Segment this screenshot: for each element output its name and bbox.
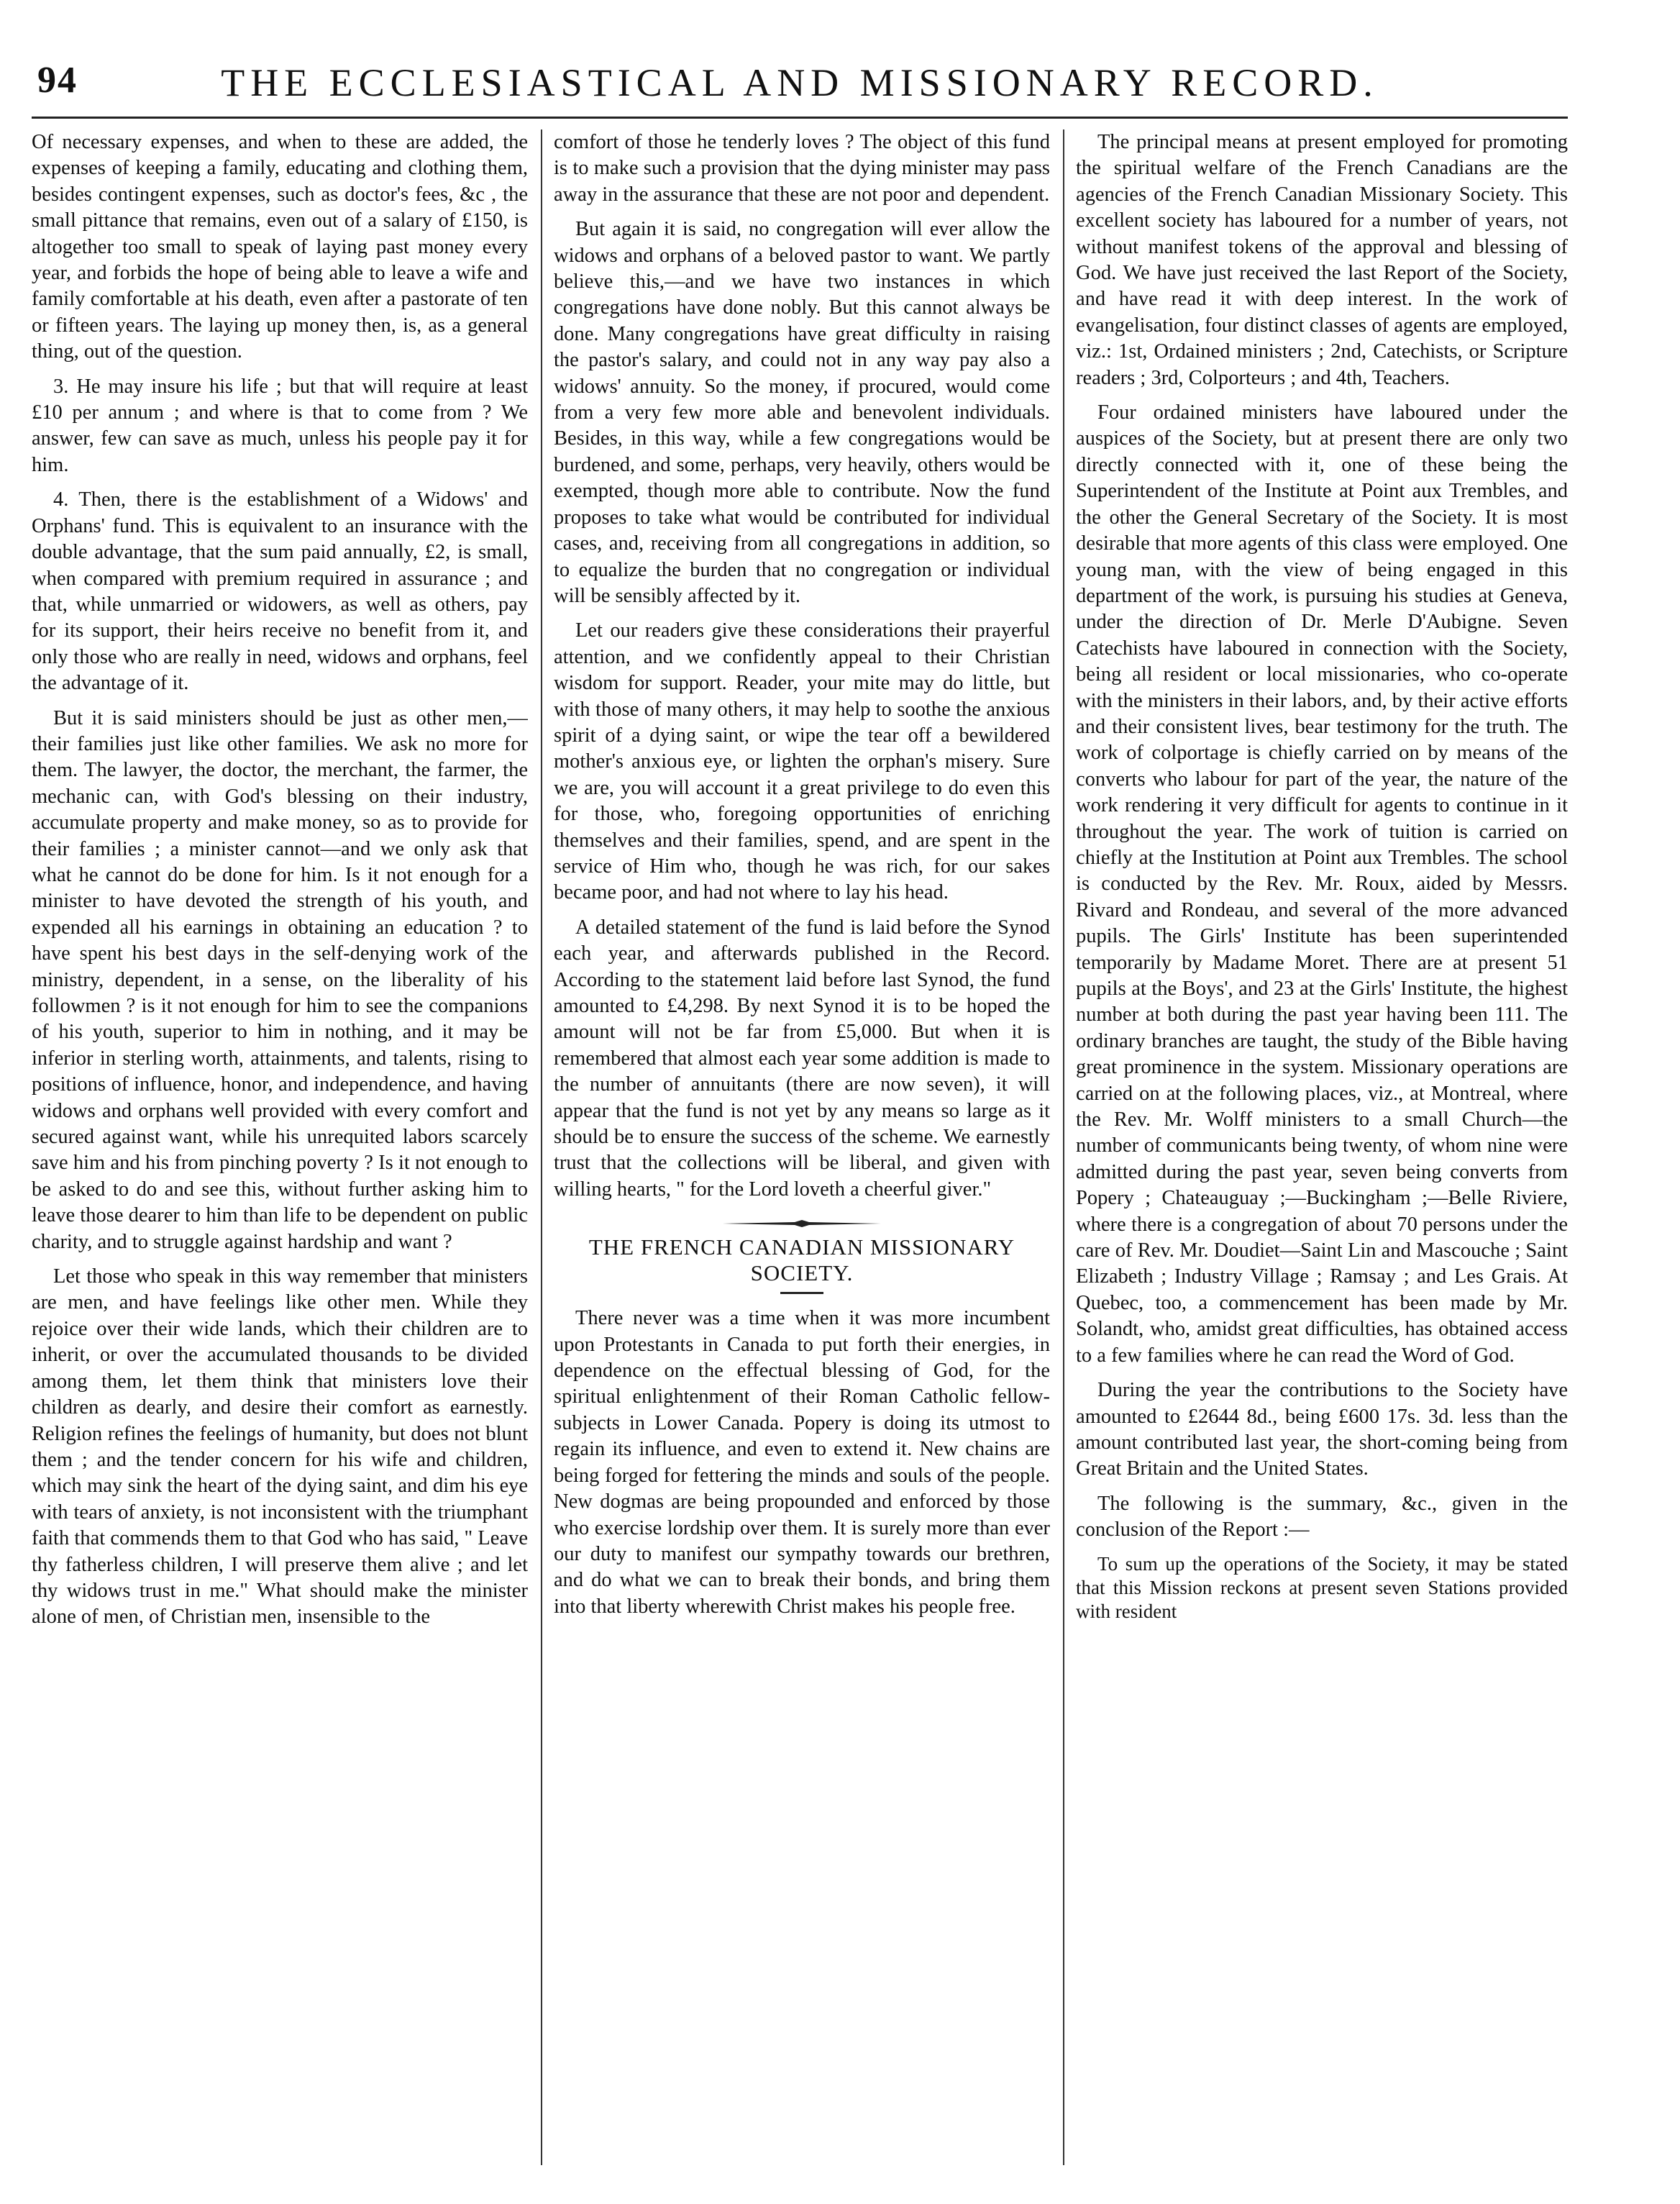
paragraph: There never was a time when it was more incumbent upon Protestants in Canada to put forth their energies, in dependence on the effectual blessing of God, for the spiritual enlightenment of their Roman Catholic fellow-subjects in Lower Canada. Popery is doing its utmost to regain its influence, and even to extend it. New chains are being forged for fettering the minds and souls of the people. New dogmas are being propounded and enforced by those who exercise lordship over them. It is surely more than ever our duty to manifest our sympathy towards our brethren, and do what we can to break their bonds, and bring them into that liberty wherewith Christ makes his people free. bbox=[554, 1307, 1050, 1618]
article-columns bbox=[32, 129, 1568, 2165]
paragraph: During the year the contributions to the Society have amounted to £2644 8d., being £600 17s. 3d. less than the amount contributed last year, the short-coming being from Great Britain and the United States. bbox=[1076, 1379, 1568, 1480]
ornament-divider bbox=[723, 1219, 881, 1229]
running-title: THE ECCLESIASTICAL AND MISSIONARY RECORD. bbox=[221, 61, 1379, 104]
page-number: 94 bbox=[37, 60, 78, 101]
paragraph: But it is said ministers should be just as other men,—their families just like other families. We ask no more for them. The lawyer, the doctor, the merchant, the farmer, the mechanic can, with God's blessing on their industry, accumulate property and make money, so as to provide for their families ; a minister cannot—and we only ask that what he cannot do be done for him. Is it not enough for a minister to have devoted the strength of his youth, and expended all his earnings in obtaining an education ? to have spent his best days in the self-denying work of the ministry, dependent, in a sense, on the liberality of his followmen ? is it not enough for him to see the companions of his youth, superior to him in nothing, and it may be inferior in sterling worth, attainments, and talents, rising to positions of influence, honor, and independence, and having widows and orphans well provided with every comfort and secured against want, while his unrequited labors scarcely save him and his from pinching poverty ? Is it not enough to be asked to do and see this, without further asking him to leave those dearer to him than life to be dependent on public charity, and to struggle against hardship and want ? bbox=[32, 706, 528, 1253]
column-left bbox=[32, 129, 528, 2165]
journal-page bbox=[32, 45, 1568, 2174]
paragraph: Of necessary expenses, and when to these are added, the expenses of keeping a family, educating and clothing them, besides contingent expenses, such as doctor's fees, &c , the small pittance that remains, even out of a salary of £150, is altogether too small to speak of laying past money every year, and forbids the hope of being able to leave a wife and family comfortable at his death, even after a pastorate of ten or fifteen years. The laying up money then, is, as a general thing, out of the question. bbox=[32, 131, 528, 363]
paragraph: Four ordained ministers have laboured under the auspices of the Society, but at present there are only two directly connected with it, one of these being the Superintendent of the Institute at Point aux Trembles, and the other the General Secretary of the Society. It is most desirable that more agents of this class were employed. One young man, with the view of being engaged in this department of the work, is pursuing his studies at Geneva, under the direction of Dr. Merle D'Aubigne. Seven Catechists have laboured in connection with the Society, being all resident or local missionaries, who co-operate with the ministers in their labors, and, by their active efforts and their consistent lives, bear testimony for the truth. The work of colportage is chiefly carried on by means of the converts who labour for part of the year, the nature of the work rendering it very difficult for agents to continue in it throughout the year. The work of tuition is carried on chiefly at the Institution at Point aux Trembles. The school is conducted by the Rev. Mr. Roux, aided by Messrs. Rivard and Rondeau, and several of the more advanced pupils. The Girls' Institute has been superintended temporarily by Madame Moret. There are at present 51 pupils at the Boys', and 23 at the Girls' Institute, the highest number at both during the past year having been 111. The ordinary branches are taught, the study of the Bible having great prominence in the system. Missionary operations are carried on at the following places, viz., at Montreal, where the Rev. Mr. Wolff ministers to a small Church—the number of communicants being twenty, of whom nine were admitted during the past year, seven being converts from Popery ; Chateauguay ;—Buckingham ;—Belle Riviere, where there is a congregation of about 70 persons under the care of Rev. Mr. Doudiet—Saint Lin and Mascouche ; Saint Elizabeth ; Industry Village ; Ramsay ; and Les Grais. At Quebec, too, a commencement has been made by Mr. Solandt, who, amidst great difficulties, has obtained access to a few families where he can read the Word of God. bbox=[1076, 401, 1568, 1367]
paragraph: Let our readers give these considerations their prayerful attention, and we confidently appeal to their Christian wisdom for support. Reader, your mite may do little, but with those of many others, it may help to soothe the anxious spirit of a dying saint, or wipe the tear off a bewildered mother's anxious eye, or lighten the orphan's misery. Sure we are, you will account it a great privilege to do even this for those, who, foregoing opportunities of enriching themselves and their families, spend, and are spent in the service of Him who, though he was rich, for our sakes became poor, and had not where to lay his head. bbox=[554, 619, 1050, 904]
page-header bbox=[32, 45, 1568, 119]
paragraph: 3. He may insure his life ; but that will require at least £10 per annum ; and where is that to come from ? We answer, few can save as much, unless his people pay it for him. bbox=[32, 375, 528, 476]
paragraph: The following is the summary, &c., given in the conclusion of the Report :— bbox=[1076, 1492, 1568, 1542]
column-divider bbox=[1063, 129, 1064, 2165]
paragraph: The principal means at present employed for promoting the spiritual welfare of the French Canadians are the agencies of the French Canadian Missionary Society. This excellent society has laboured for a number of years, not without manifest tokens of the approval and blessing of God. We have just received the last Report of the Society, and have read it with deep interest. In the work of evangelisation, four distinct classes of agents are employed, viz.: 1st, Ordained ministers ; 2nd, Catechists, or Scripture readers ; 3rd, Colporteurs ; and 4th, Teachers. bbox=[1076, 131, 1568, 389]
paragraph: To sum up the operations of the Society, it may be stated that this Mission reckons at present seven Stations provided with resident bbox=[1076, 1552, 1568, 1622]
paragraph: Let those who speak in this way remember that ministers are men, and have feelings like other men. While they rejoice over their wide lands, which their children are to inherit, or over the accumulated thousands to be divided among them, let them think that ministers love their children as dearly, and desire their comfort as earnestly. Religion refines the feelings of humanity, but does not blunt them ; and the tender concern for his wife and children, which may sink the heart of the dying saint, and dim his eye with tears of anxiety, is not inconsistent with the triumphant faith that commends them to that God who has said, " Leave thy fatherless children, I will preserve them alive ; and let thy widows trust in me." What should make the minister alone of men, of Christian men, insensible to the bbox=[32, 1265, 528, 1629]
paragraph: 4. Then, there is the establishment of a Widows' and Orphans' fund. This is equivalent to an insurance with the double advantage, that the sum paid annually, £2, is small, when compared with premium required in assurance ; and that, while unmarried or widowers, as well as others, pay for its support, their heirs receive no benefit from it, and only those who are really in need, widows and orphans, feel the advantage of it. bbox=[32, 488, 528, 695]
paragraph: A detailed statement of the fund is laid before the Synod each year, and afterwards published in the Record. According to the statement laid before last Synod, the fund amounted to £4,298. By next Synod it is to be hoped the amount will not be far from £5,000. But when it is remembered that almost each year some addition is made to the number of annuitants (there are now seven), it will appear that the fund is not yet by any means so large as it should be to ensure the success of the scheme. We earnestly trust that the collections will be liberal, and given with willing hearts, " for the Lord loveth a cheerful giver." bbox=[554, 916, 1050, 1201]
column-divider bbox=[541, 129, 542, 2165]
column-middle bbox=[554, 129, 1050, 2165]
paragraph: comfort of those he tenderly loves ? The object of this fund is to make such a provision that the dying minister may pass away in the assurance that these are not poor and dependent. bbox=[554, 131, 1050, 206]
section-heading: THE FRENCH CANADIAN MISSIONARY SOCIETY. bbox=[588, 1234, 1015, 1286]
column-right bbox=[1076, 129, 1568, 2165]
heading-rule bbox=[780, 1292, 823, 1294]
paragraph: But again it is said, no congregation will ever allow the widows and orphans of a beloved pastor to want. We partly believe this,—and we have two instances in which congregations have done nobly. But this cannot always be done. Many congregations have great difficulty in raising the pastor's salary, and could not in any way pay also a widows' annuity. So the money, if procured, would come from a very few more able and benevolent individuals. Besides, in this way, while a few congregations would be burdened, and some, perhaps, very heavily, others would be exempted, though more able to contribute. Now the fund proposes to take what would be contributed for individual cases, and, receiving from all congregations in addition, so to equalize the burden that no congregation or individual will be sensibly affected by it. bbox=[554, 218, 1050, 607]
